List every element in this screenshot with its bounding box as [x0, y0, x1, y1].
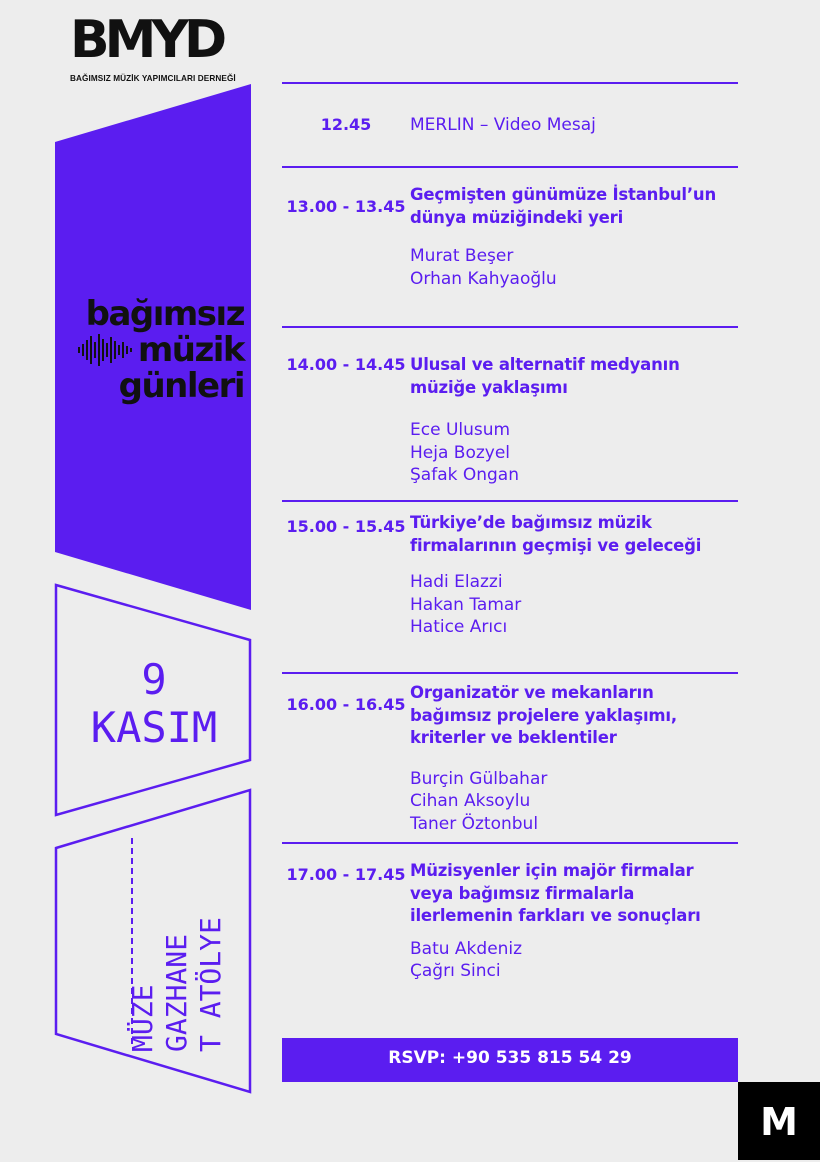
title-line-2: müzik	[137, 330, 244, 370]
speaker: Hatice Arıcı	[410, 617, 508, 637]
session-1	[282, 84, 738, 166]
session-time-text: 13.00 - 13.45	[286, 197, 406, 216]
session-3	[282, 328, 738, 500]
session-time-text: 16.00 - 16.45	[286, 695, 406, 714]
logo-mark: BMYD	[70, 10, 223, 70]
speaker-list	[410, 571, 738, 639]
logo-subtitle: BAĞIMSIZ MÜZİK YAPIMCILARI DERNEĞİ	[70, 74, 236, 83]
session-topic: Organizatör ve mekanların bağımsız projelere yaklaşımı, kriterler ve beklentiler	[410, 683, 677, 747]
speaker-list	[410, 768, 738, 836]
session-time-text: 14.00 - 14.45	[286, 355, 406, 374]
session-2	[282, 168, 738, 326]
session-time	[282, 354, 410, 500]
speaker-list	[410, 419, 738, 487]
title-line-3: günleri	[118, 366, 244, 406]
session-topic: MERLIN – Video Mesaj	[410, 115, 596, 135]
session-topic: Türkiye’de bağımsız müzik firmalarının geçmişi ve geleceği	[410, 513, 702, 555]
speaker: Orhan Kahyaoğlu	[410, 268, 557, 289]
session-time	[282, 184, 410, 326]
session-time	[282, 512, 410, 672]
venue-line-2: GAZHANE	[160, 933, 193, 1052]
session-topic: Geçmişten günümüze İstanbul’un dünya müziğindeki yeri	[410, 185, 716, 227]
session-4	[282, 502, 738, 672]
speaker-list	[410, 245, 738, 290]
session-time	[282, 682, 410, 842]
m-badge-logo: M	[738, 1082, 820, 1160]
session-time	[282, 860, 410, 1024]
venue-line-3: T ATÖLYE	[194, 917, 227, 1052]
soundwave-icon	[78, 333, 132, 367]
session-topic: Müzisyenler için majör firmalar veya bağımsız firmalarla ilerlemenin farkları ve sonuçları	[410, 861, 701, 925]
rsvp-banner[interactable]: RSVP: +90 535 815 54 29	[282, 1038, 738, 1082]
session-6	[282, 844, 738, 1024]
session-time: 12.45	[320, 115, 372, 134]
speaker: Taner Öztonbul	[410, 813, 539, 834]
speaker: Hakan Tamar	[410, 594, 522, 615]
speaker: Heja Bozyel	[410, 442, 511, 463]
speaker: Ece Ulusum	[410, 420, 511, 440]
date-day: 9	[141, 655, 167, 704]
schedule	[282, 82, 738, 1024]
speaker: Şafak Ongan	[410, 465, 519, 485]
speaker: Cihan Aksoylu	[410, 791, 531, 811]
bmyd-logo	[70, 12, 270, 83]
session-time-text: 15.00 - 15.45	[286, 517, 406, 536]
speaker: Burçin Gülbahar	[410, 768, 548, 789]
title-line-1: bağımsız	[85, 294, 244, 334]
date-month: KASIM	[90, 703, 218, 752]
speaker: Çağrı Sinci	[410, 961, 501, 981]
session-time-text: 17.00 - 17.45	[286, 865, 406, 884]
speaker-list	[410, 938, 738, 983]
session-5	[282, 674, 738, 842]
venue-line-1: MÜZE	[126, 984, 159, 1052]
session-topic: Ulusal ve alternatif medyanın müziğe yaklaşımı	[410, 355, 680, 397]
event-title	[58, 296, 244, 404]
speaker: Murat Beşer	[410, 246, 514, 266]
speaker: Hadi Elazzi	[410, 572, 503, 592]
event-date	[56, 656, 252, 752]
speaker: Batu Akdeniz	[410, 938, 523, 959]
